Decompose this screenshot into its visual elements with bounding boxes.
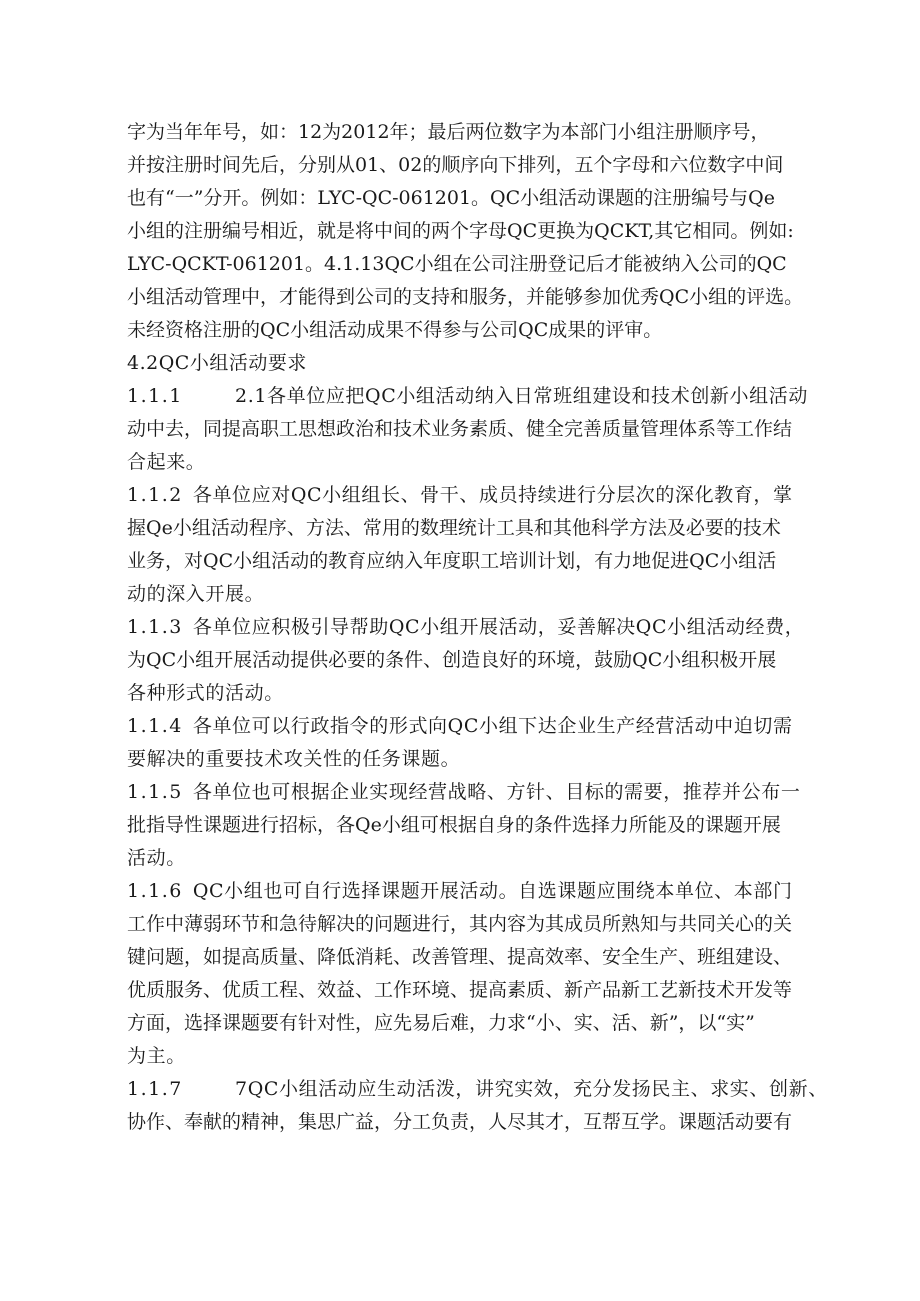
body-text-line: 动中去，同提高职工思想政治和技术业务素质、健全完善质量管理体系等工作结 <box>127 418 793 440</box>
numbered-item-first-line <box>127 1073 827 1106</box>
item-text: 7QC小组活动应生动活泼，讲究实效，充分发扬民主、求实、创新、 <box>235 1078 828 1100</box>
body-text-line: 各种形式的活动。 <box>127 682 284 704</box>
item-number: 1.1.1 <box>127 385 183 407</box>
body-text-line: 动的深入开展。 <box>127 583 265 605</box>
body-text-line: 协作、奉献的精神，集思广益，分工负责，人尽其才，互帮互学。课题活动要有 <box>127 1111 793 1133</box>
body-text-line: 为主。 <box>127 1045 186 1067</box>
body-text-line: 小组的注册编号相近，就是将中间的两个字母QC更换为QCKT,其它相同。例如: <box>127 220 794 242</box>
numbered-item-first-line <box>127 776 827 809</box>
item-number: 1.1.4 <box>127 715 183 737</box>
item-text: 各单位应积极引导帮助QC小组开展活动，妥善解决QC小组活动经费， <box>192 616 805 638</box>
numbered-item-first-line <box>127 710 827 743</box>
body-text-line: 字为当年年号，如：12为2012年；最后两位数字为本部门小组注册顺序号， <box>127 121 770 143</box>
body-text-line: 为QC小组开展活动提供必要的条件、创造良好的环境，鼓励QC小组积极开展 <box>127 649 777 671</box>
numbered-item-first-line <box>127 611 827 644</box>
item-number: 1.1.5 <box>127 781 183 803</box>
body-text-line: 优质服务、优质工程、效益、工作环境、提高素质、新产品新工艺新技术开发等 <box>127 979 793 1001</box>
item-text: 各单位应对QC小组组长、骨干、成员持续进行分层次的深化教育，掌 <box>192 484 793 506</box>
body-text-line: 活动。 <box>127 847 186 869</box>
item-number: 1.1.3 <box>127 616 183 638</box>
body-text-line: 也有“一”分开。例如：LYC-QC-061201。QC小组活动课题的注册编号与Qe <box>127 187 775 209</box>
item-number: 1.1.6 <box>127 880 183 902</box>
body-text-line: 工作中薄弱环节和急待解决的问题进行，其内容为其成员所熟知与共同关心的关 <box>127 913 793 935</box>
body-text-line: 键问题，如提高质量、降低消耗、改善管理、提高效率、安全生产、班组建设、 <box>127 946 793 968</box>
body-text-line: LYC-QCKT-061201。4.1.13QC小组在公司注册登记后才能被纳入公司的QC <box>127 253 787 275</box>
body-text-line: 合起来。 <box>127 451 206 473</box>
item-text: 各单位可以行政指令的形式向QC小组下达企业生产经营活动中迫切需 <box>192 715 793 737</box>
section-heading: 4.2QC小组活动要求 <box>127 352 307 374</box>
body-text-line: 要解决的重要技术攻关性的任务课题。 <box>127 748 461 770</box>
numbered-item-first-line <box>127 875 827 908</box>
numbered-item-first-line <box>127 479 827 512</box>
body-text-line: 握Qe小组活动程序、方法、常用的数理统计工具和其他科学方法及必要的技术 <box>127 517 781 539</box>
numbered-item-first-line <box>127 380 827 413</box>
item-number: 1.1.7 <box>127 1078 183 1100</box>
body-text-line: 并按注册时间先后，分别从01、02的顺序向下排列，五个字母和六位数字中间 <box>127 154 784 176</box>
document-page <box>127 116 827 1139</box>
item-text: 2.1各单位应把QC小组活动纳入日常班组建设和技术创新小组活动 <box>235 385 808 407</box>
item-text: 各单位也可根据企业实现经营战略、方针、目标的需要，推荐并公布一 <box>192 781 801 803</box>
item-number: 1.1.2 <box>127 484 183 506</box>
body-text-line: 方面，选择课题要有针对性，应先易后难，力求“小、实、活、新”，以“实” <box>127 1012 755 1034</box>
body-text-line: 批指导性课题进行招标，各Qe小组可根据自身的条件选择力所能及的课题开展 <box>127 814 781 836</box>
body-text-line: 未经资格注册的QC小组活动成果不得参与公司QC成果的评审。 <box>127 319 663 341</box>
body-text-line: 业务，对QC小组活动的教育应纳入年度职工培训计划，有力地促进QC小组活 <box>127 550 777 572</box>
item-text: QC小组也可自行选择课题开展活动。自选课题应围绕本单位、本部门 <box>192 880 793 902</box>
body-text-line: 小组活动管理中，才能得到公司的支持和服务，并能够参加优秀QC小组的评选。 <box>127 286 804 308</box>
